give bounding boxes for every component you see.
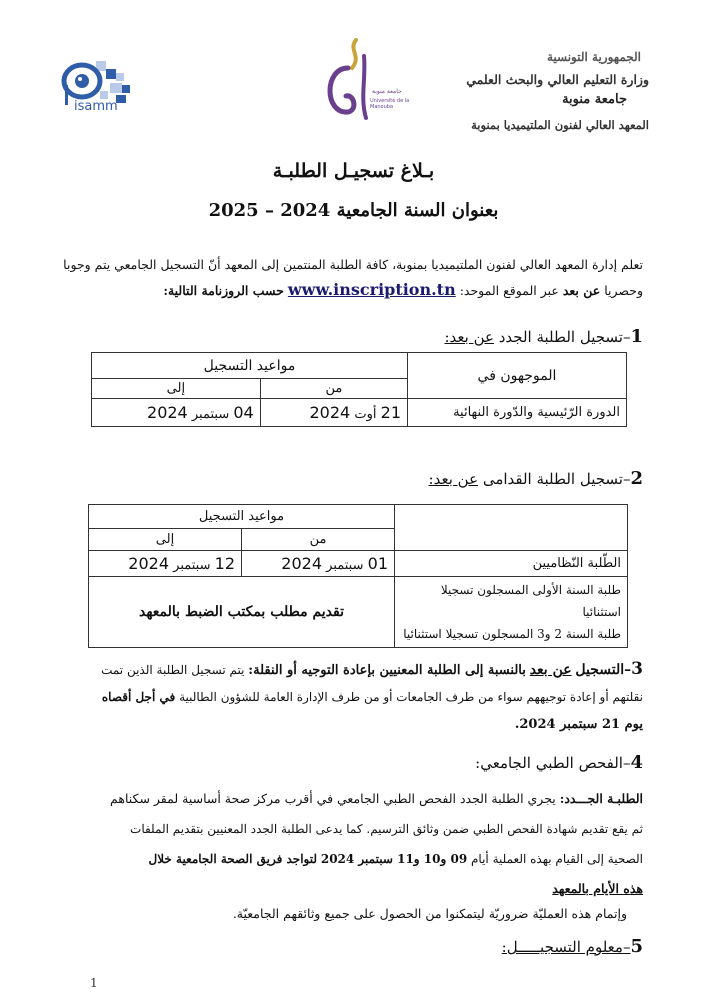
from-header-cell: من <box>260 379 407 399</box>
s2-row2-value-cell: تقديم مطلب بمكتب الضبط بالمعهد <box>89 577 395 648</box>
target-header-cell: الموجهون في <box>408 353 627 399</box>
section-4-line-2: ثم يقع تقديم شهادة الفحص الطبي ضمن وثائق الترسيم. كما يدعى الطلبة الجدد المعنيين بتقديم الملفات <box>130 822 643 836</box>
section-4-line-1: الطلبـة الجـــدد: يجري الطلبة الجدد الفحص الطبي الجامعي في أقرب مركز صحة أساسية لمقر سكناهم <box>110 791 643 806</box>
s2-row1-label-cell: الطّلبة النّظاميين <box>395 551 628 577</box>
intro-line-1: تعلم إدارة المعهد العالي لفنون الملتيميديا بمنوبة، كافة الطلبة المنتمين إلى المعهد أنّ التسجيل الجامعي يتم وجوبا <box>63 257 643 272</box>
dates-header-cell: مواعيد التسجيل <box>92 353 408 379</box>
header-ministry: وزارة التعليم العالي والبحث العلمي <box>466 72 649 87</box>
s2-row2-label-cell: طلبة السنة الأولى المسجلون تسجيلا استثنائيا طلبة السنة 2 و3 المسجلون تسجيلا استثنائيا <box>395 577 628 648</box>
section-2-table <box>88 504 628 648</box>
section-4-line-5: وإتمام هذه العمليّة ضروريّة ليتمكنوا من الحصول على جميع وثائقهم الجامعيّة. <box>232 906 627 921</box>
section-1-heading: 1–تسجيل الطلبة الجدد عن بعد: <box>444 326 643 347</box>
section-3-line-2: نقلتهم أو إعادة توجيههم سواء من طرف الجامعات أو من طرف الإدارة العامة للشؤون الطالبية في أجل أقصاه <box>101 690 643 704</box>
row-label-cell: الدورة الرّئيسية والدّورة النهائية <box>408 399 627 427</box>
page-number: 1 <box>90 976 98 990</box>
intro-line-2: وحصريا عن بعد عبر الموقع الموحد: www.inscription.tn حسب الروزنامة التالية: <box>163 280 643 299</box>
s2-from-date-cell: 01 سبتمبر 2024 <box>242 551 395 577</box>
section-2-heading: 2–تسجيل الطلبة القدامى عن بعد: <box>428 468 643 489</box>
isamm-logo-text: isamm <box>74 99 118 114</box>
s2-to-date-cell: 12 سبتمبر 2024 <box>89 551 242 577</box>
section-5-heading: 5–معلوم التسجيـــــل: <box>501 936 643 957</box>
remote-emphasis: عن بعد <box>562 283 601 298</box>
section-4-line-3: الصحية إلى القيام بهذه العملية أيام 09 و10 و11 سبتمبر 2024 لتواجد فريق الصحة الجامعية خلال <box>148 852 643 866</box>
section-3-heading-line: 3–التسجيل عن بعد بالنسبة إلى الطلبة المعنيين بإعادة التوجيه أو النقلة: يتم تسجيل الطلبة الذين تمت <box>101 659 643 679</box>
university-logo-text-fr: Université de la Manouba <box>370 98 410 110</box>
page-subtitle: بعنوان السنة الجامعية 2024 – 2025 <box>208 200 499 221</box>
intro-paragraph <box>43 252 643 303</box>
section-4-line-4: هذه الأيام بالمعهد <box>552 881 643 896</box>
s2-empty-header-cell <box>395 505 628 551</box>
section-1-table <box>91 352 627 427</box>
page-title: بـلاغ تسجيـل الطلبـة <box>272 160 435 182</box>
from-date-cell: 21 أوت 2024 <box>260 399 407 427</box>
to-date-cell: 04 سبتمبر 2024 <box>92 399 261 427</box>
section-3-paragraph <box>43 656 643 738</box>
section-3-line-3: يوم 21 سبتمبر 2024. <box>514 717 643 732</box>
university-logo <box>318 38 408 122</box>
s2-from-header-cell: من <box>242 529 395 551</box>
section-4-paragraph <box>43 784 643 904</box>
s2-to-header-cell: إلى <box>89 529 242 551</box>
isamm-logo <box>60 55 140 119</box>
university-logo-text-ar: جامعة منوبة <box>372 88 402 95</box>
s2-dates-header-cell: مواعيد التسجيل <box>89 505 395 529</box>
header-republic: الجمهورية التونسية <box>546 50 641 64</box>
header-institute: المعهد العالي لفنون الملتيميديا بمنوبة <box>471 118 649 132</box>
section-4-heading: 4–الفحص الطبي الجامعي: <box>475 752 643 773</box>
to-header-cell: إلى <box>92 379 261 399</box>
header-university: جامعة منوبة <box>562 92 627 107</box>
inscription-website-link[interactable]: www.inscription.tn <box>287 280 456 299</box>
